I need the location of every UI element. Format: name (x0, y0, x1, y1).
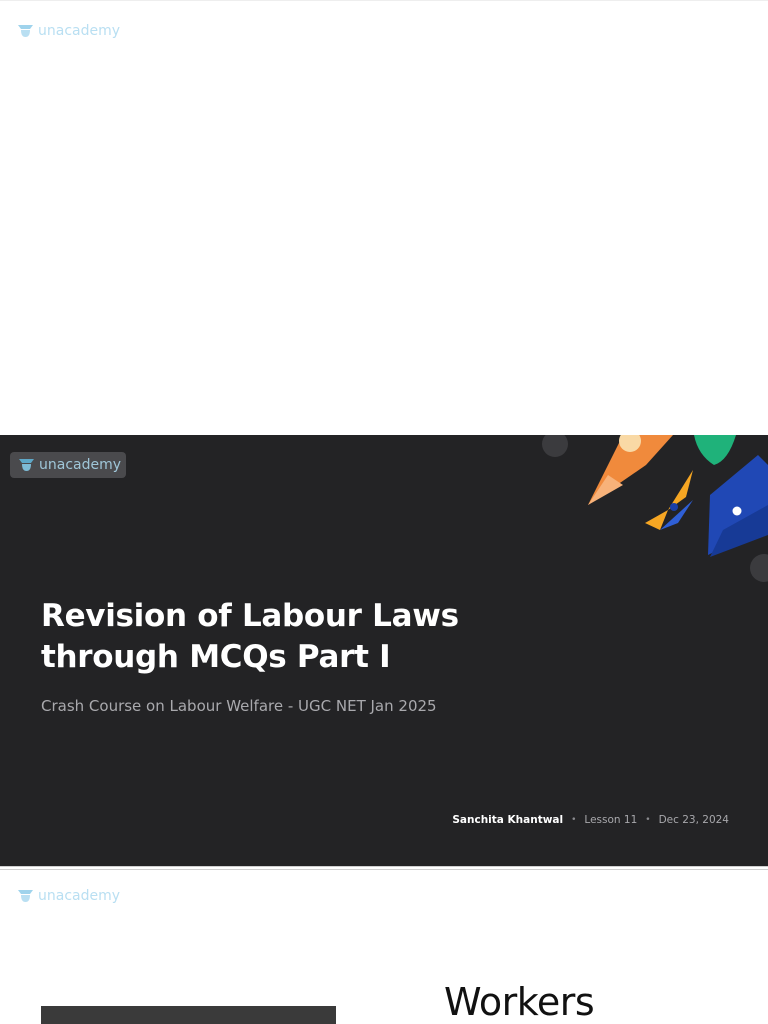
author-name: Sanchita Khantwal (452, 814, 564, 826)
separator-dot: • (645, 815, 651, 825)
unacademy-logo-icon (17, 24, 34, 39)
course-subtitle: Crash Course on Labour Welfare - UGC NET Jan 2025 (41, 697, 437, 715)
brand-name: unacademy (38, 888, 121, 904)
brand-name: unacademy (39, 457, 122, 473)
slide-image (41, 1006, 336, 1024)
slide-heading: Workers (444, 980, 595, 1024)
lesson-meta (452, 814, 729, 826)
unacademy-logo (17, 888, 120, 904)
unacademy-logo-icon (17, 889, 34, 904)
lesson-number: Lesson 11 (584, 814, 638, 826)
brand-name: unacademy (38, 23, 121, 39)
lesson-date: Dec 23, 2024 (658, 814, 729, 826)
slide-2-title-slide (0, 435, 768, 866)
unacademy-logo-icon (18, 458, 35, 473)
decorative-stationery-illustration (528, 435, 768, 595)
slide-3 (0, 870, 768, 1024)
slide-1 (0, 0, 768, 435)
lesson-title: Revision of Labour Laws through MCQs Part I (41, 598, 459, 675)
unacademy-logo (17, 23, 120, 39)
unacademy-logo-badge (10, 452, 126, 478)
separator-dot: • (571, 815, 577, 825)
